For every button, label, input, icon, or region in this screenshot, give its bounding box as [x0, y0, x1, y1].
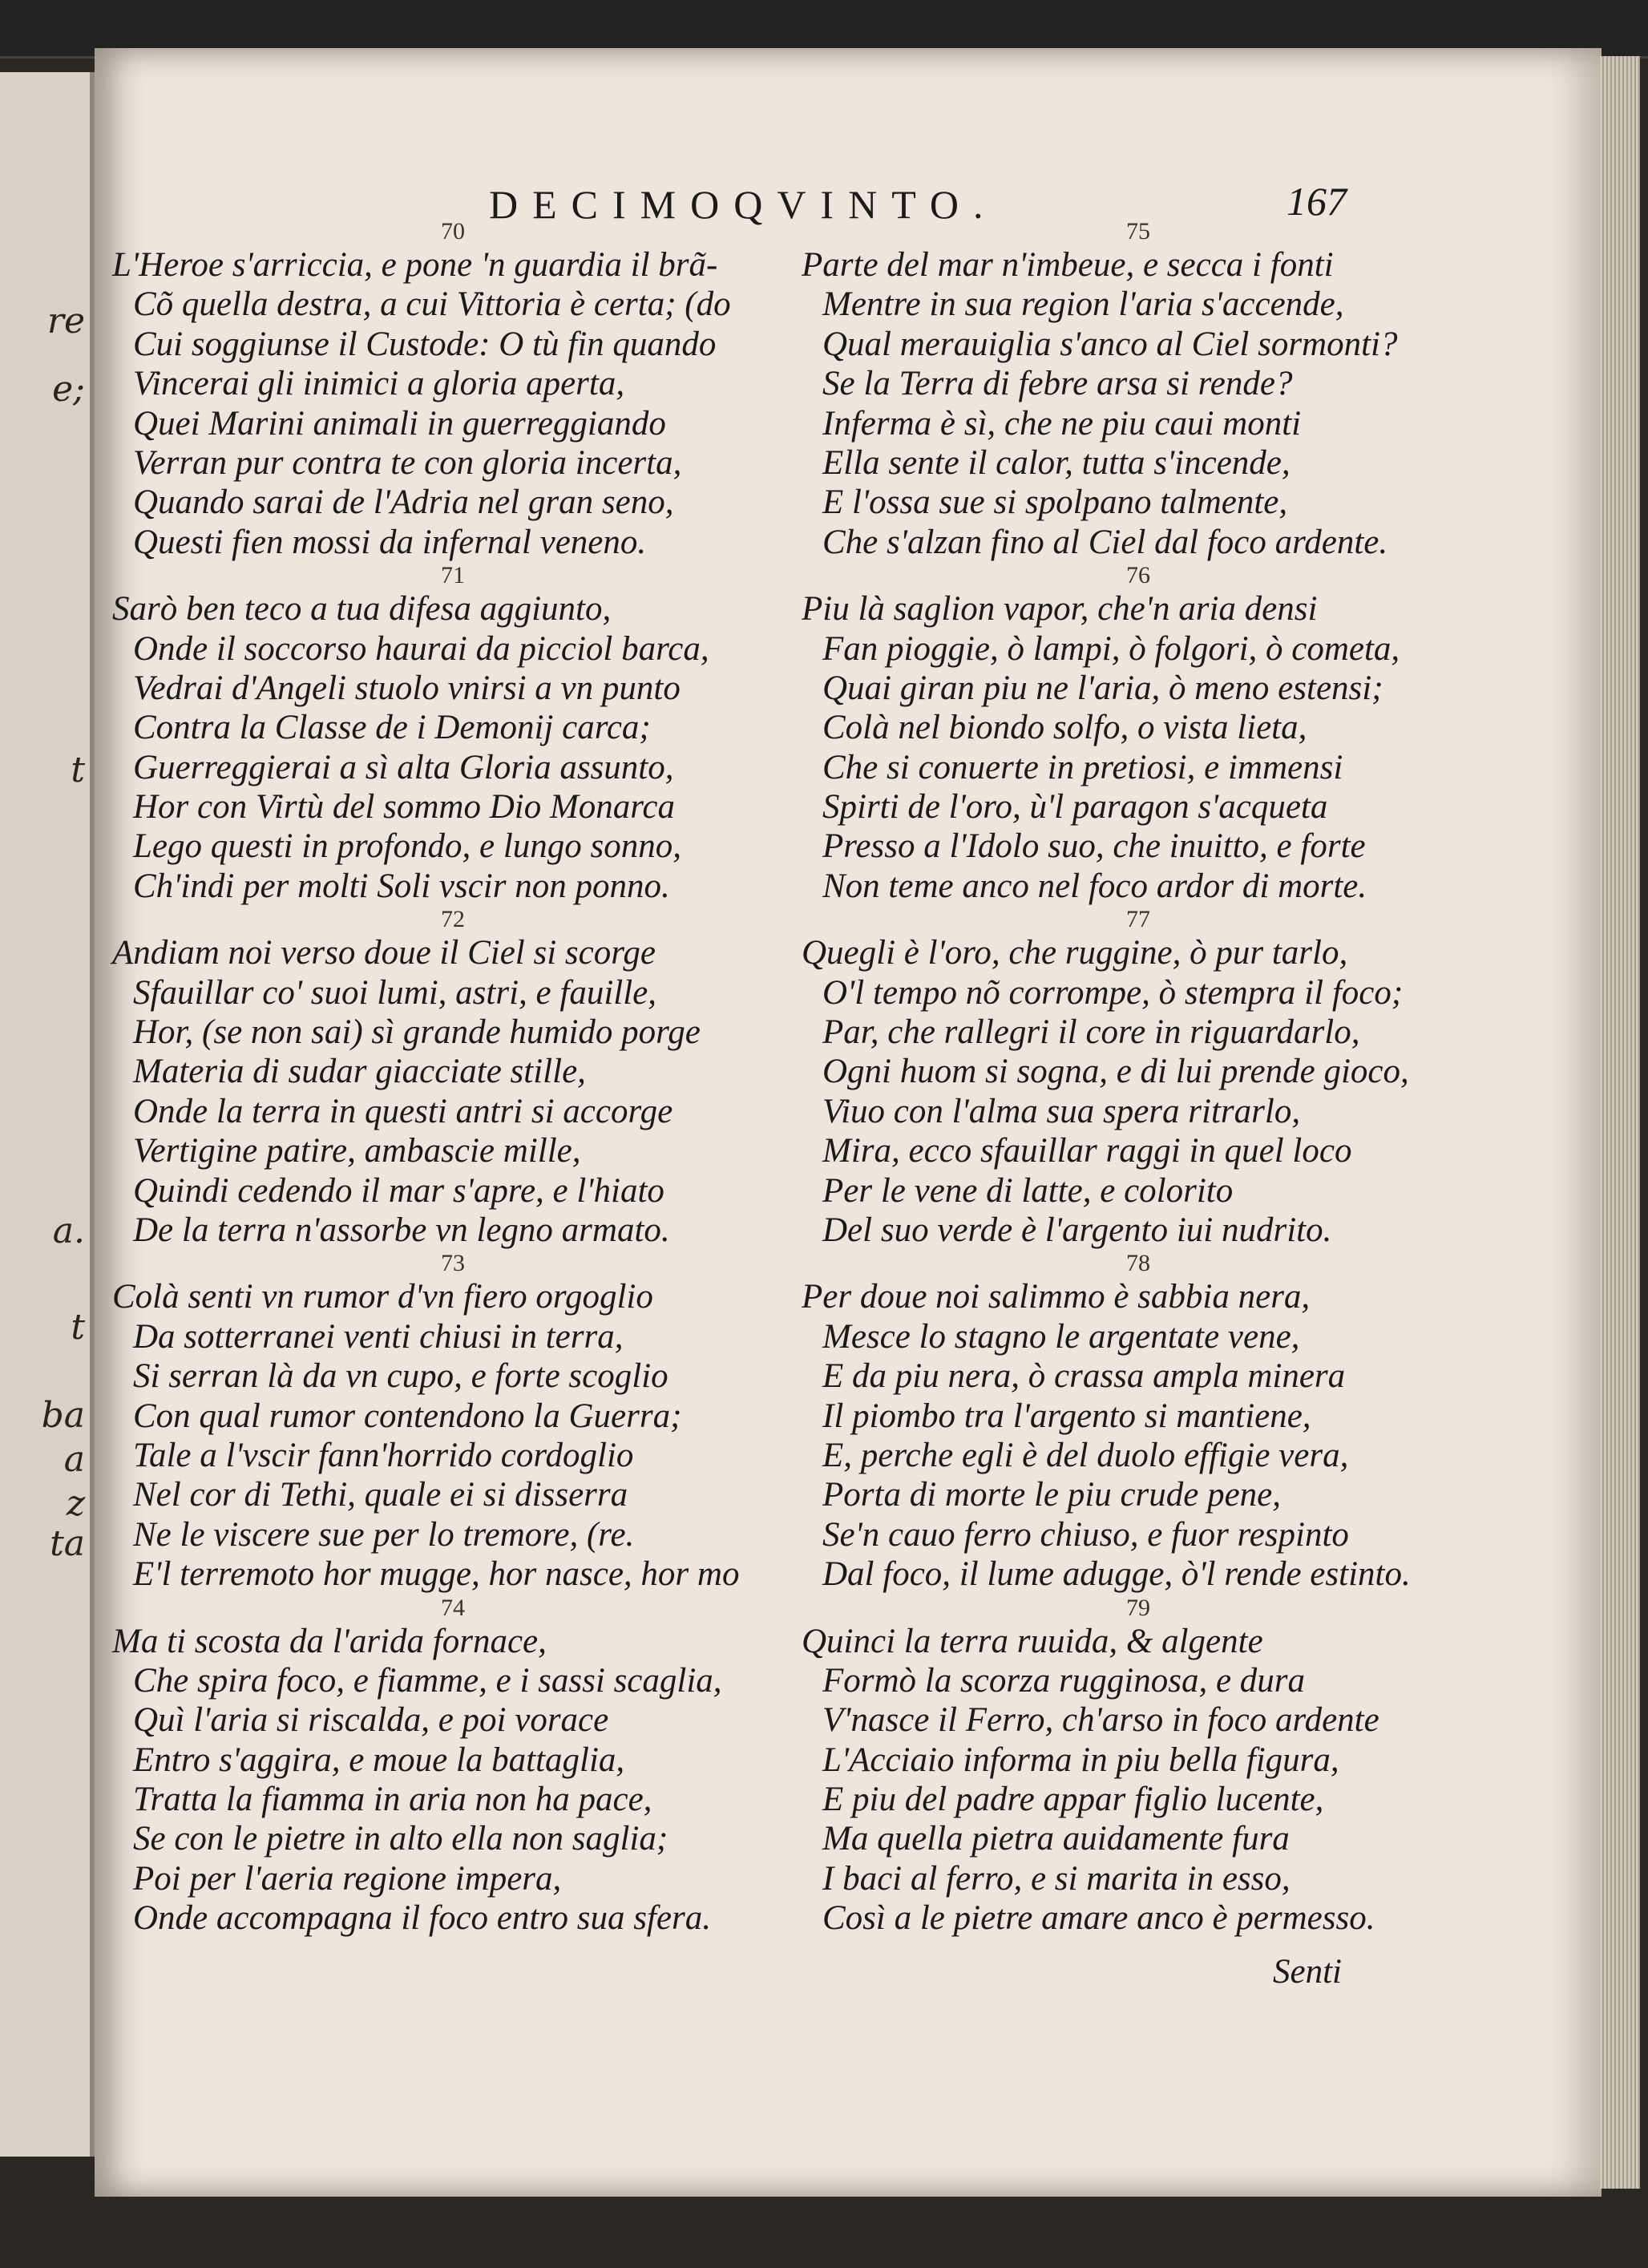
- verse-line: Colà nel biondo solfo, o vista lieta,: [822, 709, 1307, 747]
- verse-line: E da piu nera, ò crassa ampla minera: [822, 1357, 1346, 1396]
- left-column: [112, 218, 794, 1939]
- prev-page-fragment: ta: [50, 1523, 85, 1564]
- verse-line: Questi fien mossi da infernal veneno.: [133, 523, 647, 561]
- verse-line: Con qual rumor contendono la Guerra;: [133, 1397, 682, 1435]
- verse-line: O'l tempo nõ corrompe, ò stempra il foco;: [822, 973, 1404, 1012]
- stanza: [802, 906, 1475, 1250]
- verse-line: Hor, (se non sai) sì grande humido porge: [133, 1013, 701, 1052]
- prev-page-fragment: a: [63, 1439, 85, 1480]
- verse-line: Non teme anco nel foco ardor di morte.: [822, 867, 1367, 905]
- prev-page-fragment: t: [71, 1307, 85, 1348]
- verse-line: De la terra n'assorbe vn legno armato.: [133, 1211, 670, 1249]
- verse-line: Per le vene di latte, e colorito: [822, 1171, 1234, 1210]
- verse-line: Vertigine patire, ambascie mille,: [133, 1132, 581, 1170]
- verse-line: E'l terremoto hor mugge, hor nasce, hor mo: [133, 1555, 740, 1594]
- verse-line: Sarò ben teco a tua difesa aggiunto,: [112, 590, 612, 629]
- verse-line: Mira, ecco sfauillar raggi in quel loco: [822, 1132, 1352, 1170]
- verse-line: Mesce lo stagno le argentate vene,: [822, 1317, 1300, 1356]
- stanza: [112, 1250, 794, 1594]
- verse-line: Ma quella pietra auidamente fura: [822, 1820, 1290, 1858]
- verse-line: Tale a l'vscir fann'horrido cordoglio: [133, 1436, 634, 1474]
- stanza-number: 72: [441, 906, 465, 933]
- verse-line: Dal foco, il lume adugge, ò'l rende estinto.: [822, 1555, 1411, 1594]
- stanza-number: 74: [441, 1594, 465, 1621]
- verse-line: Quegli è l'oro, che ruggine, ò pur tarlo,: [802, 934, 1348, 972]
- verse-line: Si serran là da vn cupo, e forte scoglio: [133, 1357, 668, 1396]
- verse-line: Se la Terra di febre arsa si rende?: [822, 365, 1293, 403]
- verse-line: Qual merauiglia s'anco al Ciel sormonti?: [822, 325, 1398, 363]
- verse-line: Lego questi in profondo, e lungo sonno,: [133, 827, 682, 866]
- verse-line: Par, che rallegri il core in riguardarlo,: [822, 1013, 1360, 1052]
- previous-page-edge: [0, 72, 96, 2157]
- verse-line: Vincerai gli inimici a gloria aperta,: [133, 365, 625, 403]
- stanza-number: 77: [1126, 906, 1150, 933]
- stanza: [802, 1250, 1475, 1594]
- verse-line: Entro s'aggira, e moue la battaglia,: [133, 1740, 625, 1779]
- stanza: [802, 562, 1475, 906]
- verse-line: Colà senti vn rumor d'vn fiero orgoglio: [112, 1278, 653, 1316]
- stanza: [802, 1595, 1475, 1939]
- verse-line: Se'n cauo ferro chiuso, e fuor respinto: [822, 1515, 1349, 1554]
- verse-line: Parte del mar n'imbeue, e secca i fonti: [802, 246, 1334, 284]
- verse-line: Quai giran piu ne l'aria, ò meno estensi;: [822, 669, 1383, 707]
- stanza-number: 73: [441, 1250, 465, 1277]
- verse-line: E l'ossa sue si spolpano talmente,: [822, 483, 1288, 522]
- verse-line: Ne le viscere sue per lo tremore, (re.: [133, 1515, 635, 1554]
- prev-page-fragment: t: [71, 750, 85, 790]
- verse-line: Ella sente il calor, tutta s'incende,: [822, 443, 1291, 482]
- verse-line: Cõ quella destra, a cui Vittoria è certa; (do: [133, 285, 731, 324]
- verse-line: Formò la scorza rugginosa, e dura: [822, 1661, 1306, 1700]
- verse-line: Sfauillar co' suoi lumi, astri, e fauille,: [133, 973, 656, 1012]
- verse-line: Piu là saglion vapor, che'n aria densi: [802, 590, 1318, 629]
- verse-line: Vedrai d'Angeli stuolo vnirsi a vn punto: [133, 669, 681, 707]
- verse-line: Quei Marini animali in guerreggiando: [133, 404, 666, 443]
- verse-line: Onde il soccorso haurai da picciol barca,: [133, 629, 709, 668]
- verse-line: Del suo verde è l'argento iui nudrito.: [822, 1211, 1332, 1249]
- prev-page-fragment: a.: [52, 1211, 85, 1251]
- verse-line: Quindi cedendo il mar s'apre, e l'hiato: [133, 1171, 664, 1210]
- verse-line: E, perche egli è del duolo effigie vera,: [822, 1436, 1349, 1474]
- verse-line: Tratta la fiamma in aria non ha pace,: [133, 1781, 652, 1819]
- stanza: [112, 1595, 794, 1939]
- verse-line: Se con le pietre in alto ella non saglia;: [133, 1820, 668, 1858]
- verse-line: Hor con Virtù del sommo Dio Monarca: [133, 788, 675, 827]
- verse-line: Porta di morte le piu crude pene,: [822, 1476, 1282, 1514]
- verse-line: Per doue noi salimmo è sabbia nera,: [802, 1278, 1311, 1316]
- verse-line: I baci al ferro, e si marita in esso,: [822, 1859, 1291, 1898]
- stanza-number: 78: [1126, 1250, 1150, 1277]
- verse-line: Mentre in sua region l'aria s'accende,: [822, 285, 1344, 324]
- verse-line: Verran pur contra te con gloria incerta,: [133, 443, 682, 482]
- verse-line: Che s'alzan fino al Ciel dal foco ardente.: [822, 523, 1388, 561]
- verse-line: Da sotterranei venti chiusi in terra,: [133, 1317, 624, 1356]
- verse-line: Materia di sudar giacciate stille,: [133, 1053, 586, 1091]
- running-head: DECIMOQVINTO.: [489, 182, 998, 227]
- verse-line: Inferma è sì, che ne piu caui monti: [822, 404, 1302, 443]
- verse-line: Cui soggiunse il Custode: O tù fin quando: [133, 325, 717, 363]
- verse-line: Nel cor di Tethi, quale ei si disserra: [133, 1476, 628, 1514]
- stanza-number: 70: [441, 218, 465, 245]
- verse-line: Guerreggierai a sì alta Gloria assunto,: [133, 748, 674, 786]
- verse-line: Spirti de l'oro, ù'l paragon s'acqueta: [822, 788, 1328, 827]
- verse-line: Il piombo tra l'argento si mantiene,: [822, 1397, 1311, 1435]
- stanza-number: 76: [1126, 562, 1150, 589]
- prev-page-fragment: e;: [52, 369, 85, 410]
- prev-page-fragment: ba: [41, 1395, 85, 1436]
- verse-line: Ma ti scosta da l'arida fornace,: [112, 1622, 547, 1660]
- verse-line: Che spira foco, e fiamme, e i sassi scaglia,: [133, 1661, 722, 1700]
- stanza-number: 79: [1126, 1594, 1150, 1621]
- verse-line: Quando sarai de l'Adria nel gran seno,: [133, 483, 674, 522]
- verse-line: E piu del padre appar figlio lucente,: [822, 1781, 1324, 1819]
- prev-page-fragment: z: [66, 1483, 85, 1524]
- stanza-number: 71: [441, 562, 465, 589]
- verse-line: Poi per l'aeria regione impera,: [133, 1859, 562, 1898]
- stanza: [112, 562, 794, 906]
- stanza-number: 75: [1126, 218, 1150, 245]
- verse-line: Ch'indi per molti Soli vscir non ponno.: [133, 867, 670, 905]
- verse-line: Onde accompagna il foco entro sua sfera.: [133, 1899, 711, 1938]
- page-number: 167: [1286, 179, 1347, 224]
- catchword: Senti: [1273, 1953, 1342, 1991]
- verse-line: L'Acciaio informa in piu bella figura,: [822, 1740, 1339, 1779]
- verse-line: Contra la Classe de i Demonij carca;: [133, 709, 651, 747]
- verse-line: Quì l'aria si riscalda, e poi vorace: [133, 1701, 609, 1740]
- stanza: [112, 218, 794, 562]
- stanza: [112, 906, 794, 1250]
- prev-page-fragment: re: [46, 301, 85, 342]
- verse-line: Presso a l'Idolo suo, che inuitto, e forte: [822, 827, 1366, 866]
- verse-line: V'nasce il Ferro, ch'arso in foco ardente: [822, 1701, 1379, 1740]
- verse-line: Così a le pietre amare anco è permesso.: [822, 1899, 1375, 1938]
- right-column: [802, 218, 1475, 1939]
- verse-line: Viuo con l'alma sua spera ritrarlo,: [822, 1092, 1301, 1130]
- verse-line: Che si conuerte in pretiosi, e immensi: [822, 748, 1343, 786]
- stanza: [802, 218, 1475, 562]
- verse-line: Fan pioggie, ò lampi, ò folgori, ò cometa,: [822, 629, 1400, 668]
- verse-line: Andiam noi verso doue il Ciel si scorge: [112, 934, 656, 972]
- verse-line: Quinci la terra ruuida, & algente: [802, 1622, 1263, 1660]
- page-edges: [1600, 56, 1640, 2189]
- verse-line: Onde la terra in questi antri si accorge: [133, 1092, 673, 1130]
- verse-line: Ogni huom si sogna, e di lui prende gioco,: [822, 1053, 1409, 1091]
- verse-line: L'Heroe s'arriccia, e pone 'n guardia il brã-: [112, 246, 718, 284]
